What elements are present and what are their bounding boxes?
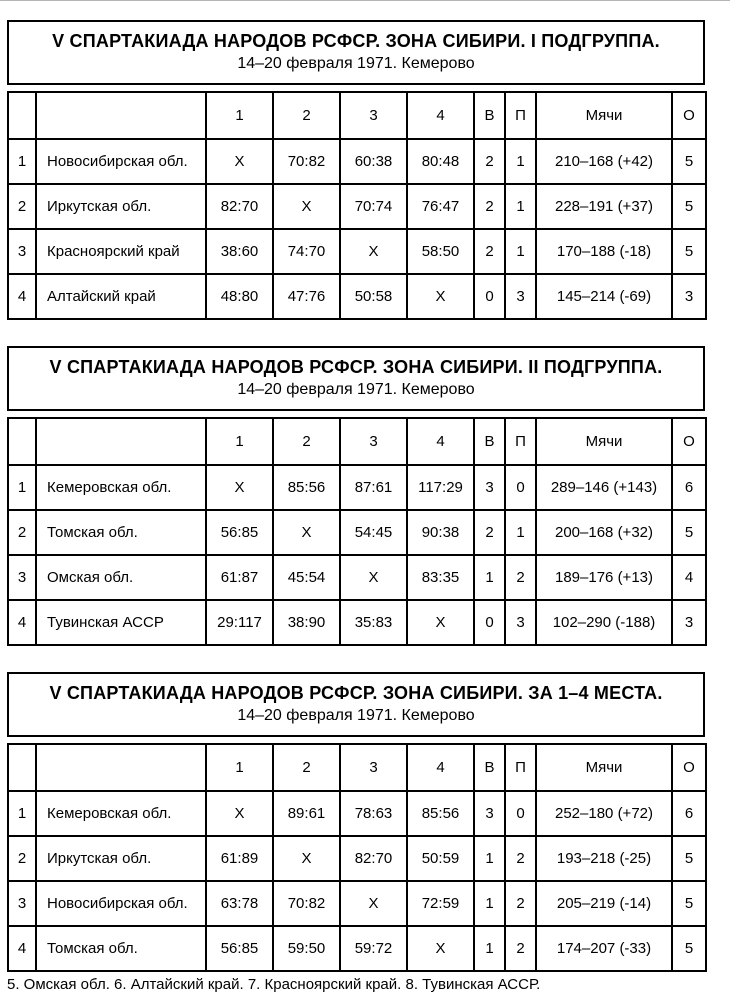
points-cell: 3 bbox=[672, 274, 706, 319]
position-cell: 1 bbox=[8, 791, 36, 836]
score-cell-2: 47:76 bbox=[273, 274, 340, 319]
score-cell-2: 70:82 bbox=[273, 881, 340, 926]
wins-cell: 2 bbox=[474, 139, 505, 184]
losses-cell: 1 bbox=[505, 184, 536, 229]
score-cell-1: 56:85 bbox=[206, 926, 273, 971]
header-cell-position bbox=[8, 418, 36, 465]
header-cell-losses: П bbox=[505, 744, 536, 791]
header-cell-points: О bbox=[672, 92, 706, 139]
points-cell: 6 bbox=[672, 465, 706, 510]
points-cell: 5 bbox=[672, 139, 706, 184]
position-cell: 3 bbox=[8, 881, 36, 926]
score-cell-1: 56:85 bbox=[206, 510, 273, 555]
wins-cell: 1 bbox=[474, 926, 505, 971]
team-row bbox=[8, 465, 706, 510]
header-cell-team bbox=[36, 744, 206, 791]
team-row bbox=[8, 881, 706, 926]
wins-cell: 1 bbox=[474, 881, 505, 926]
wins-cell: 2 bbox=[474, 184, 505, 229]
score-cell-1: Х bbox=[206, 465, 273, 510]
score-cell-2: 74:70 bbox=[273, 229, 340, 274]
header-cell-opponent-2: 2 bbox=[273, 744, 340, 791]
score-cell-1: Х bbox=[206, 791, 273, 836]
score-cell-3: 70:74 bbox=[340, 184, 407, 229]
position-cell: 1 bbox=[8, 139, 36, 184]
position-cell: 4 bbox=[8, 274, 36, 319]
score-cell-1: 82:70 bbox=[206, 184, 273, 229]
header-cell-opponent-3: 3 bbox=[340, 92, 407, 139]
points-cell: 5 bbox=[672, 510, 706, 555]
header-cell-points: О bbox=[672, 418, 706, 465]
score-cell-3: Х bbox=[340, 881, 407, 926]
goals-cell: 102–290 (-188) bbox=[536, 600, 672, 645]
position-cell: 4 bbox=[8, 600, 36, 645]
position-cell: 4 bbox=[8, 926, 36, 971]
score-cell-1: Х bbox=[206, 139, 273, 184]
score-cell-4: Х bbox=[407, 600, 474, 645]
header-cell-losses: П bbox=[505, 418, 536, 465]
goals-cell: 200–168 (+32) bbox=[536, 510, 672, 555]
header-cell-position bbox=[8, 744, 36, 791]
score-cell-4: 117:29 bbox=[407, 465, 474, 510]
score-cell-4: 80:48 bbox=[407, 139, 474, 184]
wins-cell: 0 bbox=[474, 274, 505, 319]
score-cell-3: 82:70 bbox=[340, 836, 407, 881]
header-row bbox=[8, 418, 706, 465]
team-row bbox=[8, 836, 706, 881]
header-cell-position bbox=[8, 92, 36, 139]
team-row bbox=[8, 600, 706, 645]
subgroup-1-subtitle: 14–20 февраля 1971. Кемерово bbox=[237, 55, 475, 72]
score-cell-4: 50:59 bbox=[407, 836, 474, 881]
header-cell-opponent-2: 2 bbox=[273, 92, 340, 139]
losses-cell: 2 bbox=[505, 926, 536, 971]
subgroup-1-title-box bbox=[7, 20, 705, 85]
score-cell-3: 87:61 bbox=[340, 465, 407, 510]
team-row bbox=[8, 139, 706, 184]
header-cell-wins: В bbox=[474, 418, 505, 465]
score-cell-4: 72:59 bbox=[407, 881, 474, 926]
score-cell-2: 70:82 bbox=[273, 139, 340, 184]
header-cell-opponent-3: 3 bbox=[340, 418, 407, 465]
wins-cell: 1 bbox=[474, 836, 505, 881]
team-name-cell: Томская обл. bbox=[36, 926, 206, 971]
score-cell-3: 54:45 bbox=[340, 510, 407, 555]
points-cell: 4 bbox=[672, 555, 706, 600]
losses-cell: 1 bbox=[505, 510, 536, 555]
position-cell: 2 bbox=[8, 510, 36, 555]
subgroup-2-standings-table bbox=[7, 417, 707, 646]
points-cell: 6 bbox=[672, 791, 706, 836]
team-name-cell: Иркутская обл. bbox=[36, 184, 206, 229]
team-name-cell: Алтайский край bbox=[36, 274, 206, 319]
team-name-cell: Новосибирская обл. bbox=[36, 881, 206, 926]
position-cell: 1 bbox=[8, 465, 36, 510]
standings-body bbox=[8, 465, 706, 645]
header-cell-opponent-4: 4 bbox=[407, 418, 474, 465]
team-row bbox=[8, 229, 706, 274]
header-cell-opponent-2: 2 bbox=[273, 418, 340, 465]
wins-cell: 1 bbox=[474, 555, 505, 600]
score-cell-4: Х bbox=[407, 926, 474, 971]
header-row bbox=[8, 744, 706, 791]
final-places-title-box bbox=[7, 672, 705, 737]
wins-cell: 3 bbox=[474, 791, 505, 836]
points-cell: 5 bbox=[672, 836, 706, 881]
team-name-cell: Красноярский край bbox=[36, 229, 206, 274]
header-cell-goals: Мячи bbox=[536, 418, 672, 465]
wins-cell: 2 bbox=[474, 229, 505, 274]
position-cell: 3 bbox=[8, 555, 36, 600]
header-cell-wins: В bbox=[474, 744, 505, 791]
subgroup-1-title: V СПАРТАКИАДА НАРОДОВ РСФСР. ЗОНА СИБИРИ. I ПОДГРУППА. bbox=[52, 31, 660, 51]
position-cell: 2 bbox=[8, 184, 36, 229]
score-cell-1: 63:78 bbox=[206, 881, 273, 926]
score-cell-3: 35:83 bbox=[340, 600, 407, 645]
standings-body bbox=[8, 791, 706, 971]
score-cell-1: 29:117 bbox=[206, 600, 273, 645]
header-cell-opponent-1: 1 bbox=[206, 744, 273, 791]
score-cell-2: Х bbox=[273, 836, 340, 881]
subgroup-2-subtitle: 14–20 февраля 1971. Кемерово bbox=[237, 381, 475, 398]
wins-cell: 2 bbox=[474, 510, 505, 555]
score-cell-4: 83:35 bbox=[407, 555, 474, 600]
goals-cell: 228–191 (+37) bbox=[536, 184, 672, 229]
losses-cell: 3 bbox=[505, 274, 536, 319]
score-cell-4: 76:47 bbox=[407, 184, 474, 229]
score-cell-2: 89:61 bbox=[273, 791, 340, 836]
team-row bbox=[8, 510, 706, 555]
position-cell: 2 bbox=[8, 836, 36, 881]
score-cell-3: 50:58 bbox=[340, 274, 407, 319]
position-cell: 3 bbox=[8, 229, 36, 274]
score-cell-3: 60:38 bbox=[340, 139, 407, 184]
remaining-places-note: 5. Омская обл. 6. Алтайский край. 7. Красноярский край. 8. Тувинская АССР. bbox=[7, 976, 541, 992]
goals-cell: 205–219 (-14) bbox=[536, 881, 672, 926]
score-cell-2: 38:90 bbox=[273, 600, 340, 645]
final-places-standings-table bbox=[7, 743, 707, 972]
final-places-subtitle: 14–20 февраля 1971. Кемерово bbox=[237, 707, 475, 724]
header-cell-opponent-4: 4 bbox=[407, 744, 474, 791]
losses-cell: 2 bbox=[505, 555, 536, 600]
points-cell: 5 bbox=[672, 881, 706, 926]
score-cell-1: 61:89 bbox=[206, 836, 273, 881]
score-cell-2: 59:50 bbox=[273, 926, 340, 971]
score-cell-4: 90:38 bbox=[407, 510, 474, 555]
subgroup-1-standings-table bbox=[7, 91, 707, 320]
losses-cell: 0 bbox=[505, 465, 536, 510]
goals-cell: 210–168 (+42) bbox=[536, 139, 672, 184]
score-cell-2: 45:54 bbox=[273, 555, 340, 600]
goals-cell: 193–218 (-25) bbox=[536, 836, 672, 881]
losses-cell: 0 bbox=[505, 791, 536, 836]
score-cell-3: Х bbox=[340, 229, 407, 274]
standings-body bbox=[8, 139, 706, 319]
score-cell-3: 59:72 bbox=[340, 926, 407, 971]
losses-cell: 2 bbox=[505, 881, 536, 926]
subgroup-2-section bbox=[7, 346, 705, 646]
header-cell-points: О bbox=[672, 744, 706, 791]
team-name-cell: Иркутская обл. bbox=[36, 836, 206, 881]
score-cell-3: Х bbox=[340, 555, 407, 600]
score-cell-4: 85:56 bbox=[407, 791, 474, 836]
losses-cell: 1 bbox=[505, 139, 536, 184]
goals-cell: 289–146 (+143) bbox=[536, 465, 672, 510]
team-name-cell: Томская обл. bbox=[36, 510, 206, 555]
score-cell-2: Х bbox=[273, 510, 340, 555]
team-name-cell: Новосибирская обл. bbox=[36, 139, 206, 184]
final-places-section bbox=[7, 672, 705, 972]
wins-cell: 3 bbox=[474, 465, 505, 510]
score-cell-2: 85:56 bbox=[273, 465, 340, 510]
header-cell-team bbox=[36, 92, 206, 139]
header-cell-opponent-1: 1 bbox=[206, 418, 273, 465]
losses-cell: 2 bbox=[505, 836, 536, 881]
team-row bbox=[8, 791, 706, 836]
score-cell-2: Х bbox=[273, 184, 340, 229]
subgroup-2-title: V СПАРТАКИАДА НАРОДОВ РСФСР. ЗОНА СИБИРИ. II ПОДГРУППА. bbox=[49, 357, 663, 377]
final-places-title: V СПАРТАКИАДА НАРОДОВ РСФСР. ЗОНА СИБИРИ. ЗА 1–4 МЕСТА. bbox=[49, 683, 663, 703]
points-cell: 5 bbox=[672, 184, 706, 229]
score-cell-4: 58:50 bbox=[407, 229, 474, 274]
score-cell-3: 78:63 bbox=[340, 791, 407, 836]
team-row bbox=[8, 274, 706, 319]
header-cell-opponent-3: 3 bbox=[340, 744, 407, 791]
team-name-cell: Омская обл. bbox=[36, 555, 206, 600]
header-cell-losses: П bbox=[505, 92, 536, 139]
score-cell-1: 38:60 bbox=[206, 229, 273, 274]
score-cell-4: Х bbox=[407, 274, 474, 319]
header-row bbox=[8, 92, 706, 139]
team-row bbox=[8, 184, 706, 229]
goals-cell: 170–188 (-18) bbox=[536, 229, 672, 274]
header-cell-opponent-1: 1 bbox=[206, 92, 273, 139]
team-name-cell: Кемеровская обл. bbox=[36, 465, 206, 510]
team-row bbox=[8, 555, 706, 600]
goals-cell: 189–176 (+13) bbox=[536, 555, 672, 600]
points-cell: 5 bbox=[672, 229, 706, 274]
goals-cell: 145–214 (-69) bbox=[536, 274, 672, 319]
team-name-cell: Тувинская АССР bbox=[36, 600, 206, 645]
losses-cell: 3 bbox=[505, 600, 536, 645]
wins-cell: 0 bbox=[474, 600, 505, 645]
losses-cell: 1 bbox=[505, 229, 536, 274]
score-cell-1: 48:80 bbox=[206, 274, 273, 319]
subgroup-1-section bbox=[7, 20, 705, 320]
header-cell-opponent-4: 4 bbox=[407, 92, 474, 139]
goals-cell: 252–180 (+72) bbox=[536, 791, 672, 836]
subgroup-2-title-box bbox=[7, 346, 705, 411]
team-row bbox=[8, 926, 706, 971]
header-cell-goals: Мячи bbox=[536, 92, 672, 139]
score-cell-1: 61:87 bbox=[206, 555, 273, 600]
header-cell-goals: Мячи bbox=[536, 744, 672, 791]
points-cell: 3 bbox=[672, 600, 706, 645]
goals-cell: 174–207 (-33) bbox=[536, 926, 672, 971]
header-cell-team bbox=[36, 418, 206, 465]
header-cell-wins: В bbox=[474, 92, 505, 139]
points-cell: 5 bbox=[672, 926, 706, 971]
team-name-cell: Кемеровская обл. bbox=[36, 791, 206, 836]
